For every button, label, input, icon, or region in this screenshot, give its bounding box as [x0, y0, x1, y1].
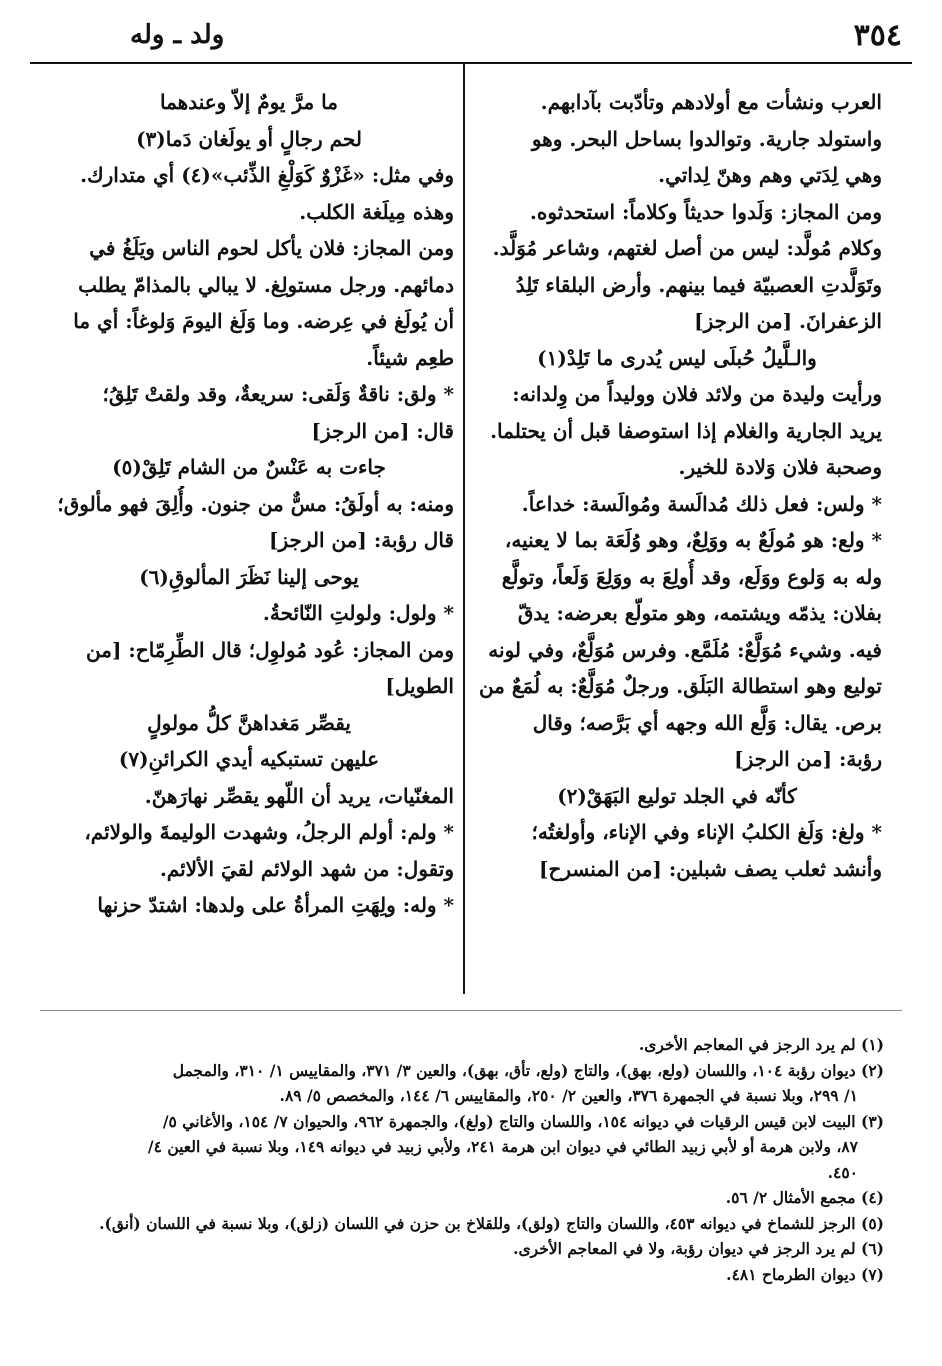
text-line: رؤبة: [من الرجز]	[734, 747, 882, 771]
footnote-line: ٨٧، ولابن هرمة أو لأبي زبيد الطائي في ديوان ابن هرمة ٢٤١، ولأبي زبيد في ديوانه ١٤٩، وبلا نسبة في العين ٤/	[147, 1137, 858, 1156]
footnote-line: (٥) الرجز للشماخ في ديوانه ٤٥٣، واللسان والتاج (ولق)، وللقلاخ بن حزن في اللسان (زلق)، وبلا نسبة في اللسان (أنق).	[99, 1213, 884, 1233]
text-line: ورأيت وليدة من ولائد فلان ووليداً من وِلدانه:	[512, 382, 882, 406]
text-line: قال رؤبة: [من الرجز]	[268, 528, 454, 552]
text-line: * ولغ: وَلَغ الكلبُ الإناء وفي الإناء، وأولغتُه؛	[531, 820, 882, 844]
text-line: توليع وهو استطالة البَلَق. ورجلٌ مُوَلَّعٌ: به لُمَعٌ من	[478, 674, 882, 698]
running-head: ولد ـ وله	[130, 20, 225, 50]
text-line: * وله: ولِهَتِ المرأةُ على ولدها: اشتدّ حزنها	[97, 893, 454, 917]
column-divider	[463, 62, 465, 994]
footnotes	[50, 1032, 884, 1287]
text-line: برص. يقال: وَلَّع الله وجهه أي بَرَّصه؛ وقال	[532, 710, 882, 735]
text-line: دمائهم. ورجل مستولِغ. لا يبالي بالمذامّ يطلب	[78, 272, 454, 297]
verse-line: والـلَّيلُ حُبلَى ليس يُدرى ما تَلِدْ(١)	[537, 345, 817, 370]
text-line: * ولع: هو مُولَعٌ به ووَلِعٌ، وهو وُلَعَة بما لا يعنيه،	[504, 528, 882, 552]
text-line: وصحبة فلان وَلادة للخير.	[678, 455, 882, 479]
text-line: وتَوَلَّدتِ العصبيّة فيما بينهم. وأرض البلقاء تَلِدُ	[515, 272, 882, 297]
text-line: * ولق: ناقةٌ وَلَقى: سريعةٌ، وقد ولقتْ تَلِقُ؛	[102, 382, 454, 406]
footnote-separator	[40, 1010, 902, 1011]
verse-line: جاءت به عَنْسٌ من الشام تَلِقْ(٥)	[112, 455, 386, 479]
header-rule	[30, 62, 912, 64]
text-line: المغنّيات، يريد أن اللّهو يقصِّر نهارَهنّ.	[144, 783, 454, 808]
text-line: طعِم شيئاً.	[366, 345, 454, 370]
text-line: * ولم: أولم الرجلُ، وشهدت الوليمةَ والولائم،	[84, 820, 454, 844]
text-line: أن يُولَغ في عِرضه. وما وَلَغ اليومَ وَلوغاً: أي ما	[73, 309, 454, 333]
right-column	[472, 84, 882, 887]
page-number: ٣٥٤	[853, 18, 902, 53]
footnote-line: (٣) البيت لابن قيس الرقيات في ديوانه ١٥٤، واللسان والتاج (ولغ)، والجمهرة ٩٦٢، والحيوان ٧/ ١٥٤، والأغاني ٥/	[162, 1111, 884, 1131]
text-line: وتقول: من شهد الولائم لقيَ الألائم.	[159, 856, 454, 881]
text-line: ومن المجاز: وَلَدوا حديثاً وكلاماً: استحدثوه.	[529, 199, 882, 224]
text-line: وأنشد ثعلب يصف شبلين: [من المنسرح]	[539, 856, 882, 881]
text-line: قال: [من الرجز]	[311, 418, 454, 443]
text-line: وفي مثل: «غَزْوٌ كَوَلْغِ الذِّئب»(٤) أي متدارك.	[80, 163, 454, 187]
text-line: يريد الجارية والغلام إذا استوصفا قبل أن يحتلما.	[490, 418, 882, 443]
footnote-line: (٦) لم يرد الرجز في ديوان رؤبة، ولا في المعاجم الأخرى.	[513, 1239, 884, 1258]
text-line: وهي لِدَتي وهم وهنّ لِداتي.	[658, 163, 882, 187]
text-line: الزعفرانَ. [من الرجز]	[694, 309, 882, 333]
verse-line: عليهن تستبكيه أيدي الكرائنِ(٧)	[118, 747, 380, 771]
text-line: وهذه مِيلَغة الكلب.	[299, 199, 454, 224]
footnote-line: (٢) ديوان رؤبة ١٠٤، واللسان (ولع، بهق)، والتاج (ولع، تأق، بهق)، والعين ٣/ ٣٧١، والمقاييس ١/ ٣١٠، والمجمل	[172, 1060, 884, 1080]
text-line: ومن المجاز: عُود مُولوِل؛ قال الطِّرِمّاح: [من	[86, 637, 454, 662]
verse-line: لحم رجالٍ أو يولَغان دَما(٣)	[136, 126, 362, 151]
text-line: * ولس: فعل ذلك مُدالَسة ومُوالَسة: خداعاً.	[521, 491, 882, 516]
page-header	[40, 14, 902, 60]
footnote-line: (٧) ديوان الطرماح ٤٨١.	[726, 1264, 884, 1284]
text-line: فيه. وشيء مُوَلَّعٌ: مُلَمَّع. وفرس مُوَلَّعٌ، وفي لونه	[488, 637, 882, 662]
text-line: ومن المجاز: فلان يأكل لحوم الناس ويَلَغُ في	[89, 236, 454, 260]
left-column	[44, 84, 454, 924]
text-line: بفلان: يذمّه ويشتمه، وهو متولّع بعرضه: يدقّ	[517, 601, 882, 625]
text-line: واستولد جارية. وتوالدوا بساحل البحر. وهو	[531, 126, 882, 151]
text-line: الطويل]	[385, 674, 454, 698]
verse-line: يقصِّر مَغداهنَّ كلُّ مولولٍ	[147, 710, 351, 735]
footnote-line: (٤) مجمع الأمثال ٢/ ٥٦.	[725, 1188, 884, 1207]
text-line: وكلام مُولَّد: ليس من أصل لغتهم، وشاعر مُوَلَّد.	[492, 236, 882, 260]
verse-line: كأنّه في الجلد توليع البَهَقْ(٢)	[557, 783, 797, 808]
text-line: العرب ونشأت مع أولادهم وتأدّبت بآدابهم.	[540, 90, 882, 114]
footnote-line: ١/ ٢٩٩، وبلا نسبة في الجمهرة ٣٧٦، والعين ٢/ ٢٥٠، والمقاييس ٦/ ١٤٤، والمخصص ٥/ ٨٩.	[279, 1086, 858, 1105]
footnote-line: ٤٥٠.	[827, 1162, 858, 1182]
text-line: وله به وَلوع ووَلَع، وقد أُولِعَ به ووَلِعَ وَلَعاً، وتولَّع	[501, 564, 882, 589]
footnote-line: (١) لم يرد الرجز في المعاجم الأخرى.	[638, 1035, 884, 1054]
text-line: ومنه: به أولَقُ: مسٌّ من جنون. وأُلِقَ فهو مألوق؛	[57, 491, 454, 516]
text-line: * ولول: ولولتِ النّائحةُ.	[262, 601, 454, 625]
verse-line: ما مرَّ يومٌ إلاّ وعندهما	[160, 90, 338, 114]
verse-line: يوحى إلينا نَظَرَ المألوقِ(٦)	[139, 564, 359, 589]
